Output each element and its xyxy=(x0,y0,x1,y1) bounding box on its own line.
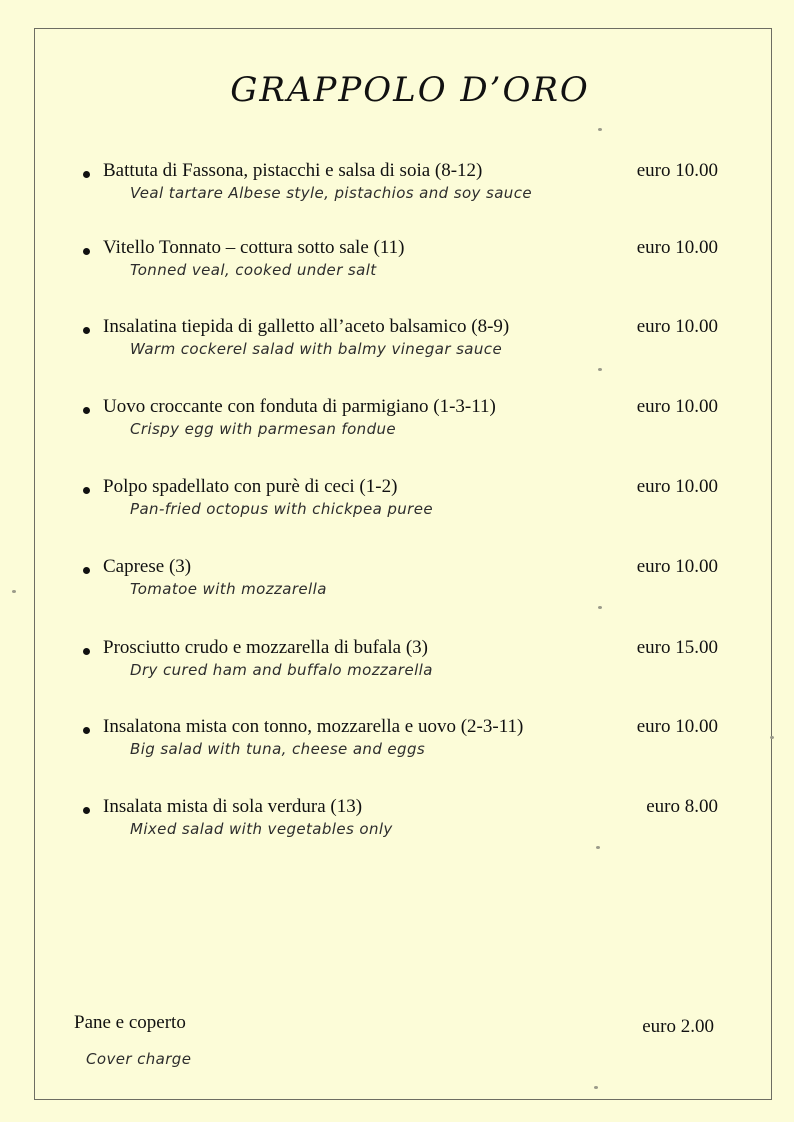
cover-price: euro 2.00 xyxy=(642,1016,714,1037)
menu-item xyxy=(0,237,794,301)
dish-translation: Mixed salad with vegetables only xyxy=(130,820,393,838)
bullet-icon xyxy=(83,248,90,255)
menu-item xyxy=(0,637,794,701)
bullet-icon xyxy=(83,567,90,574)
dish-name: Insalata mista di sola verdura (13) xyxy=(103,796,363,817)
cover-charge xyxy=(0,1012,794,1072)
dish-price: euro 10.00 xyxy=(636,160,718,181)
dish-translation: Crispy egg with parmesan fondue xyxy=(130,420,397,438)
menu-item xyxy=(0,396,794,460)
dish-name: Battuta di Fassona, pistacchi e salsa di soia (8-12) xyxy=(103,160,483,181)
cover-translation: Cover charge xyxy=(86,1050,192,1068)
restaurant-title: GRAPPOLO D’ORO xyxy=(230,70,590,110)
menu-item xyxy=(0,716,794,780)
dish-translation: Pan-fried octopus with chickpea puree xyxy=(130,500,433,518)
dish-translation: Tomatoe with mozzarella xyxy=(130,580,327,598)
bullet-icon xyxy=(83,648,90,655)
dish-translation: Warm cockerel salad with balmy vinegar sauce xyxy=(130,340,503,358)
dish-price: euro 10.00 xyxy=(636,556,718,577)
dish-price: euro 10.00 xyxy=(636,476,718,497)
dish-price: euro 10.00 xyxy=(636,316,718,337)
bullet-icon xyxy=(83,171,90,178)
menu-item xyxy=(0,476,794,540)
paper-speck xyxy=(598,368,602,371)
dish-translation: Veal tartare Albese style, pistachios and soy sauce xyxy=(130,184,532,202)
dish-name: Polpo spadellato con purè di ceci (1-2) xyxy=(103,476,398,497)
dish-price: euro 8.00 xyxy=(646,796,718,817)
paper-speck xyxy=(598,606,602,609)
dish-name: Prosciutto crudo e mozzarella di bufala (3) xyxy=(103,637,428,658)
dish-price: euro 10.00 xyxy=(636,716,718,737)
dish-name: Caprese (3) xyxy=(103,556,192,577)
dish-translation: Dry cured ham and buffalo mozzarella xyxy=(130,661,433,679)
menu-item xyxy=(0,796,794,860)
dish-price: euro 10.00 xyxy=(636,237,718,258)
cover-name: Pane e coperto xyxy=(74,1012,186,1033)
dish-name: Insalatona mista con tonno, mozzarella e uovo (2-3-11) xyxy=(103,716,524,737)
menu-item xyxy=(0,556,794,620)
dish-price: euro 15.00 xyxy=(636,637,718,658)
dish-translation: Tonned veal, cooked under salt xyxy=(130,261,377,279)
dish-name: Uovo croccante con fonduta di parmigiano (1-3-11) xyxy=(103,396,496,417)
bullet-icon xyxy=(83,487,90,494)
dish-name: Insalatina tiepida di galletto all’aceto balsamico (8-9) xyxy=(103,316,510,337)
bullet-icon xyxy=(83,327,90,334)
menu-item xyxy=(0,316,794,380)
bullet-icon xyxy=(83,407,90,414)
paper-speck xyxy=(770,736,774,739)
bullet-icon xyxy=(83,807,90,814)
dish-translation: Big salad with tuna, cheese and eggs xyxy=(130,740,426,758)
bullet-icon xyxy=(83,727,90,734)
dish-price: euro 10.00 xyxy=(636,396,718,417)
paper-speck xyxy=(598,128,602,131)
paper-speck xyxy=(12,590,16,593)
paper-speck xyxy=(596,846,600,849)
dish-name: Vitello Tonnato – cottura sotto sale (11) xyxy=(103,237,405,258)
paper-speck xyxy=(594,1086,598,1089)
menu-item xyxy=(0,160,794,224)
